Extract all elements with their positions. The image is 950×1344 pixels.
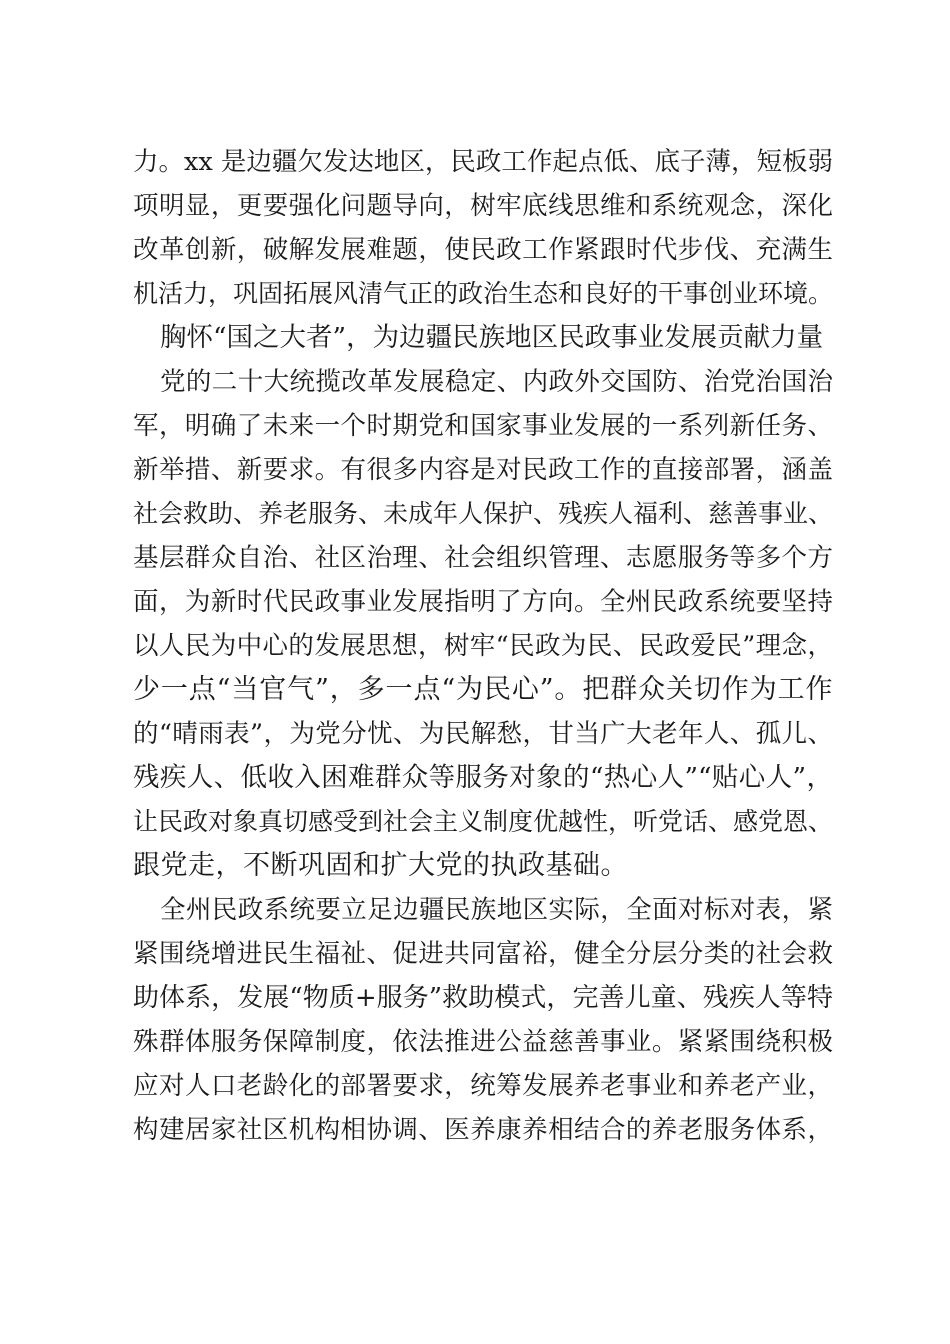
text-line: 以人民为中心的发展思想，树牢“民政为民、民政爱民”理念， (133, 631, 833, 661)
text-line: 军，明确了未来一个时期党和国家事业发展的一系列新任务、 (133, 411, 833, 441)
text-line: 应对人口老龄化的部署要求，统筹发展养老事业和养老产业， (133, 1071, 833, 1101)
text-line: 社会救助、养老服务、未成年人保护、残疾人福利、慈善事业、 (133, 499, 834, 528)
text-line: 项明显，更要强化问题导向，树牢底线思维和系统观念，深化 (133, 191, 833, 221)
text-line: 的“晴雨表”，为党分忧、为民解愁，甘当广大老年人、孤儿、 (133, 719, 833, 749)
text-line: 党的二十大统揽改革发展稳定、内政外交国防、治党治国治 (160, 367, 833, 397)
text-line: 残疾人、低收入困难群众等服务对象的“热心人”“贴心人”， (133, 762, 833, 793)
text-line: 全州民政系统要立足边疆民族地区实际，全面对标对表，紧 (160, 895, 833, 925)
text-line: 改革创新，破解发展难题，使民政工作紧跟时代步伐、充满生 (133, 235, 833, 265)
text-line: 构建居家社区机构相协调、医养康养相结合的养老服务体系， (133, 1115, 833, 1145)
text-line: 让民政对象真切感受到社会主义制度优越性，听党话、感党恩、 (133, 807, 834, 836)
text-line: 力。xx 是边疆欠发达地区，民政工作起点低、底子薄，短板弱 (133, 147, 833, 177)
text-line: 助体系，发展“物质+服务”救助模式，完善儿童、残疾人等特 (133, 983, 833, 1013)
text-line: 新举措、新要求。有很多内容是对民政工作的直接部署，涵盖 (133, 455, 833, 485)
text-line: 面，为新时代民政事业发展指明了方向。全州民政系统要坚持 (133, 587, 833, 617)
text-line: 殊群体服务保障制度，依法推进公益慈善事业。紧紧围绕积极 (133, 1027, 833, 1057)
text-line: 机活力，巩固拓展风清气正的政治生态和良好的干事创业环境。 (133, 279, 834, 308)
text-line: 基层群众自治、社区治理、社会组织管理、志愿服务等多个方 (133, 543, 833, 573)
text-line: 跟党走，不断巩固和扩大党的执政基础。 (133, 850, 628, 881)
text-line: 少一点“当官气”，多一点“为民心”。把群众关切作为工作 (133, 674, 833, 705)
section-heading: 胸怀“国之大者”，为边疆民族地区民政事业发展贡献力量 (160, 322, 824, 353)
text-line: 紧围绕增进民生福祉、促进共同富裕，健全分层分类的社会救 (133, 939, 833, 969)
